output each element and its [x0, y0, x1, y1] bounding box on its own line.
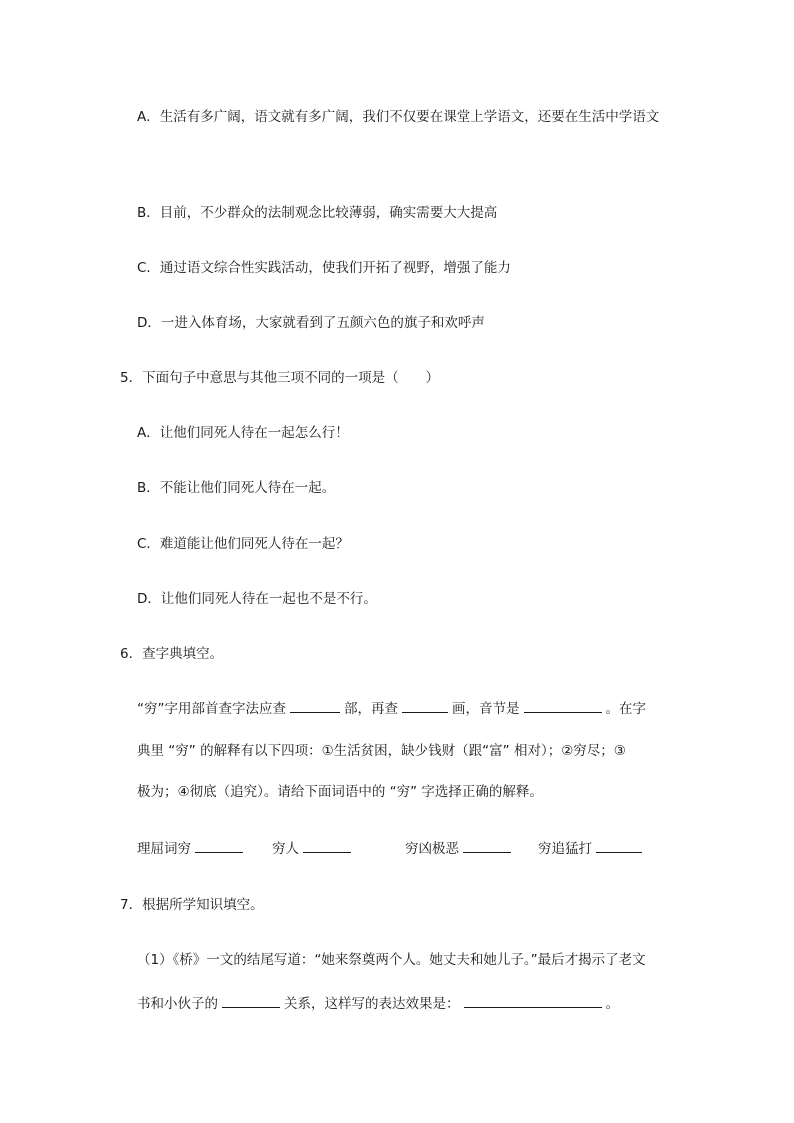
q4-option-a: A．生活有多广阔，语文就有多广阔，我们不仅要在课堂上学语文，还要在生活中学语文 — [137, 109, 660, 125]
q6-word-label: 穷追猛打 — [538, 841, 592, 857]
q5-option-c: C．难道能让他们同死人待在一起？ — [137, 536, 349, 552]
q6-text-a: “穷”字用部首查字法应查 — [137, 701, 286, 717]
q6-word-blank[interactable] — [596, 838, 642, 853]
q6-text-c: 画，音节是 — [452, 701, 520, 717]
q7-effect-blank[interactable] — [464, 993, 602, 1008]
q6-word-2 — [272, 838, 355, 859]
q7-text-c: 。 — [605, 996, 619, 1012]
q6-word-label: 穷人 — [272, 841, 299, 857]
q4-option-d: D．一进入体育场，大家就看到了五颜六色的旗子和欢呼声 — [137, 315, 485, 331]
q5-option-a: A．让他们同死人待在一起怎么行！ — [137, 425, 349, 441]
q6-text-b: 部，再查 — [344, 701, 398, 717]
q6-radical-blank[interactable] — [290, 698, 340, 713]
q5-option-d: D．让他们同死人待在一起也不是不行。 — [137, 591, 377, 607]
q6-word-4 — [538, 838, 646, 859]
q6-word-1 — [137, 838, 247, 859]
q5-stem: 5．下面句子中意思与其他三项不同的一项是（ ） — [120, 370, 440, 386]
q6-stem: 6．查字典填空。 — [120, 646, 224, 662]
q7-line-1: （1）《桥》一文的结尾写道：“她来祭奠两个人。她丈夫和她儿子。”最后才揭示了老文 — [137, 952, 646, 968]
q6-word-label: 穷凶极恶 — [405, 841, 459, 857]
q6-line-2: 典里 “穷” 的解释有以下四项：①生活贫困，缺少钱财（跟“富” 相对）；②穷尽；③ — [137, 743, 626, 759]
q7-text-b: 关系，这样写的表达效果是： — [284, 996, 460, 1012]
q7-stem: 7．根据所学知识填空。 — [120, 897, 264, 913]
q6-word-blank[interactable] — [463, 838, 511, 853]
q4-option-b: B．目前，不少群众的法制观念比较薄弱，确实需要大大提高 — [137, 205, 498, 221]
q6-syllable-blank[interactable] — [524, 698, 602, 713]
q6-word-3 — [405, 838, 515, 859]
q7-line-2 — [137, 993, 619, 1014]
q6-line-1 — [137, 698, 646, 719]
q6-text-d: 。在字 — [605, 701, 646, 717]
q6-word-label: 理屈词穷 — [137, 841, 191, 857]
q5-option-b: B．不能让他们同死人待在一起。 — [137, 480, 336, 496]
q7-relation-blank[interactable] — [222, 993, 280, 1008]
q6-line-3: 极为；④彻底（追究）。请给下面词语中的 “穷” 字选择正确的解释。 — [137, 784, 543, 800]
q7-text-a: 书和小伙子的 — [137, 996, 218, 1012]
q6-word-blank[interactable] — [195, 838, 243, 853]
q6-strokes-blank[interactable] — [402, 698, 448, 713]
q6-word-blank[interactable] — [303, 838, 351, 853]
q4-option-c: C．通过语文综合性实践活动，使我们开拓了视野，增强了能力 — [137, 260, 511, 276]
